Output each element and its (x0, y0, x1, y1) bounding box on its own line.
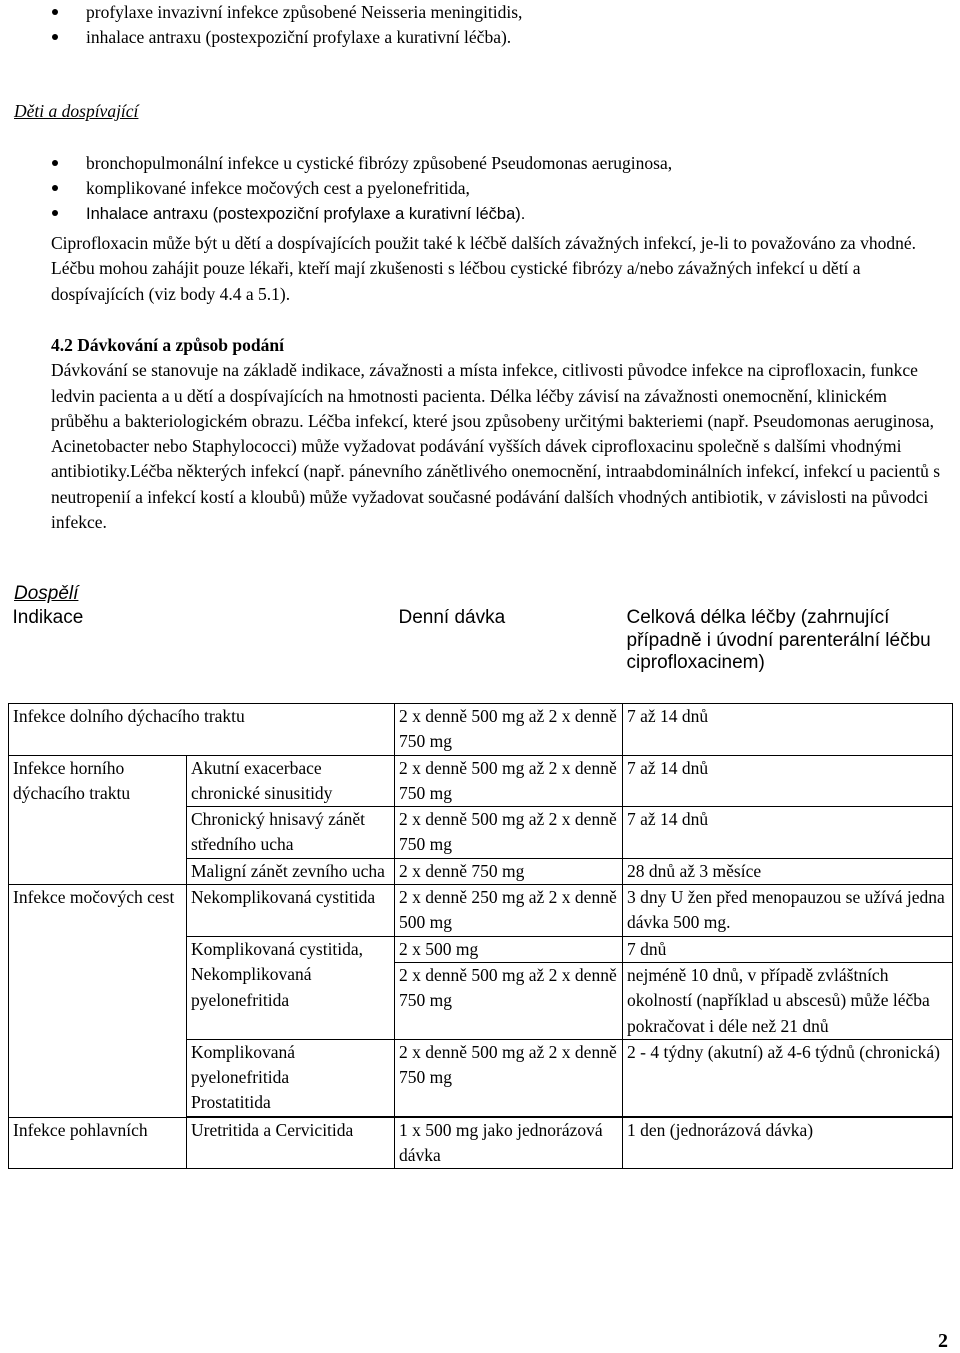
cell-duration: 7 dnů (623, 936, 953, 962)
bullet-icon (52, 34, 58, 40)
cell-dose: 2 x denně 500 mg až 2 x denně 750 mg (395, 962, 623, 1039)
bullet-icon (52, 185, 58, 191)
cell-duration: 7 až 14 dnů (623, 704, 953, 756)
table-row (9, 704, 953, 756)
cell-dose: 2 x denně 750 mg (395, 858, 623, 884)
cell-dose: 2 x denně 500 mg až 2 x denně 750 mg (395, 755, 623, 807)
cell-sub: Akutní exacerbace chronické sinusitidy (187, 755, 395, 807)
cell-duration: nejméně 10 dnů, v případě zvláštních okolností (například u abscesů) může léčba pokračovat i déle než 21 dnů (623, 962, 953, 1039)
cell-duration: 3 dny U žen před menopauzou se užívá jedna dávka 500 mg. (623, 885, 953, 937)
children-heading: Děti a dospívající (14, 101, 139, 121)
cell-sub: Maligní zánět zevního ucha (187, 858, 395, 884)
list-item: Inhalace antraxu (postexpoziční profylaxe a kurativní léčba). (0, 201, 672, 226)
cell-dose: 2 x 500 mg (395, 936, 623, 962)
cell-group: Infekce dolního dýchacího traktu (9, 704, 395, 756)
children-bullet-list (0, 151, 672, 226)
cell-sub: Uretritida a Cervicitida (187, 1117, 395, 1169)
children-note: Ciprofloxacin může být u dětí a dospívajících použit také k léčbě dalších závažných infekcí, je-li to považováno za vhodné. Léčbu mohou zahájit pouze lékaři, kteří mají zkušenosti s léčbou cystické fibrózy a/nebo závažných infekcí u dětí a dospívajících (viz body 4.4 a 5.1). (51, 233, 916, 304)
cell-duration: 2 - 4 týdny (akutní) až 4-6 týdnů (chronická) (623, 1039, 953, 1116)
cell-duration: 7 až 14 dnů (623, 755, 953, 807)
cell-dose: 2 x denně 500 mg až 2 x denně 750 mg (395, 1039, 623, 1116)
cell-group: Infekce močových cest (9, 885, 187, 1118)
cell-dose: 2 x denně 500 mg až 2 x denně 750 mg (395, 704, 623, 756)
section-heading: 4.2 Dávkování a způsob podání (51, 335, 284, 355)
cell-dose: 2 x denně 500 mg až 2 x denně 750 mg (395, 807, 623, 859)
cell-sub: Chronický hnisavý zánět středního ucha (187, 807, 395, 859)
header-indication: Indikace (12, 607, 84, 628)
cell-sub: Komplikovaná cystitida, (187, 936, 395, 962)
table-row (9, 755, 953, 807)
cell-group: Infekce horního dýchacího traktu (9, 755, 187, 884)
list-item: komplikované infekce močových cest a pyelonefritida, (0, 176, 672, 201)
top-bullet-list (0, 0, 522, 50)
list-item: bronchopulmonální infekce u cystické fibrózy způsobené Pseudomonas aeruginosa, (0, 151, 672, 176)
bullet-icon (52, 210, 58, 216)
cell-dose: 2 x denně 250 mg až 2 x denně 500 mg (395, 885, 623, 937)
cell-dose: 1 x 500 mg jako jednorázová dávka (395, 1117, 623, 1169)
list-item: profylaxe invazivní infekce způsobené Neisseria meningitidis, (0, 0, 522, 25)
header-daily-dose: Denní dávka (398, 607, 506, 628)
section-4-2 (51, 333, 941, 535)
table-row (9, 885, 953, 937)
cell-sub: Nekomplikovaná cystitida (187, 885, 395, 937)
bullet-icon (52, 9, 58, 15)
list-item: inhalace antraxu (postexpoziční profylaxe a kurativní léčba). (0, 25, 522, 50)
header-duration: Celková délka léčby (zahrnující případně i úvodní parenterální léčbu ciprofloxacinem) (626, 607, 931, 673)
table-row (9, 1117, 953, 1169)
cell-sub: Komplikovaná pyelonefritida (187, 1039, 395, 1090)
cell-duration: 7 až 14 dnů (623, 807, 953, 859)
bullet-icon (52, 160, 58, 166)
cell-duration: 28 dnů až 3 měsíce (623, 858, 953, 884)
table-header-row (9, 606, 953, 704)
page-number: 2 (938, 1330, 948, 1352)
dosage-table (8, 606, 953, 1169)
cell-sub: Nekomplikovaná pyelonefritida (187, 962, 395, 1039)
adults-heading: Dospělí (14, 583, 79, 604)
cell-duration: 1 den (jednorázová dávka) (623, 1117, 953, 1169)
section-body: Dávkování se stanovuje na základě indikace, závažnosti a místa infekce, citlivosti původce infekce na ciprofloxacin, funkce ledvin pacienta a u dětí a dospívajících na hmotnosti pacienta. Délka léčby závisí na závažnosti onemocnění, klinickém průběhu a bakteriologickém obrazu. Léčba infekcí, které jsou způsobeny určitými bakteriemi (např. Pseudomonas aeruginosa, Acinetobacter nebo Staphylococci) může vyžadovat podávání vyšších dávek ciprofloxacinu společně s dalšími vhodnými antibiotiky.Léčba některých infekcí (např. pánevního zánětlivého onemocnění, intraabdominálních infekcí, infekcí u pacientů s neutropenií a infekcí kostí a kloubů) může vyžadovat současné podávání dalších vhodných antibiotik, v závislosti na původci infekce. (51, 360, 941, 533)
cell-sub: Prostatitida (187, 1090, 395, 1116)
cell-group: Infekce pohlavních (9, 1117, 187, 1169)
